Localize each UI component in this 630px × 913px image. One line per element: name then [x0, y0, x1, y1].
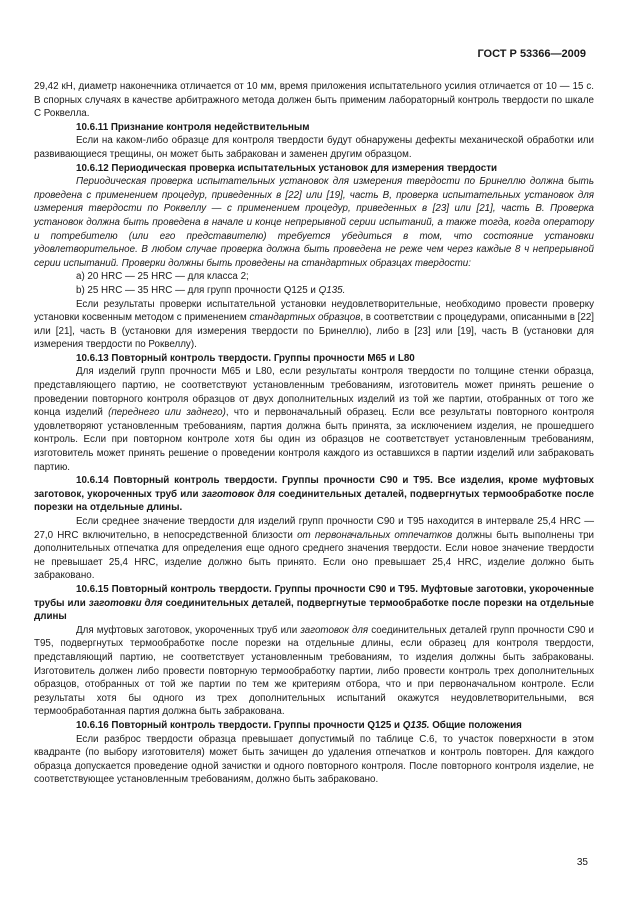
paragraph: Если на каком-либо образце для контроля твердости будут обнаружены дефекты механической обработки или развивающиеся трещины, он может быть забракован и заменен другим образцом.: [34, 135, 594, 160]
section-heading: 10.6.16 Повторный контроль твердости. Группы прочности Q125 и Q135. Общие положения: [76, 719, 522, 731]
section-heading: 10.6.14 Повторный контроль твердости. Группы прочности С90 и Т95. Все изделия, кроме муфтовых заготовок, укороченных труб или заготовок для соединительных деталей, подвергнутых термообработке после порезки на отдельные длины.: [34, 475, 594, 514]
section-heading: 10.6.15 Повторный контроль твердости. Группы прочности С90 и Т95. Муфтовые заготовки, укороченные трубы или заготовки для соединительных деталей, подвергнутые термообработке после порезки на отдельные длины: [34, 583, 595, 623]
document-body: [34, 80, 594, 787]
paragraph: Для муфтовых заготовок, укороченных труб или заготовок для соединительных деталей групп прочности С90 и Т95, подвергнутых термообработке после порезки на отдельные длины, если образец для контроля твердости, представляющий партию, не соответствует установленным требованиям, то изделия должны быть забракованы. Изготовитель должен либо провести повторную термообработку партии, либо провести контроль трех дополнительных образцов, отобранных от той же партии по тем же критериям отбора, что и при первоначальном контроле. Если результаты хотя бы одного из трех дополнительных испытаний окажутся неудовлетворительными, вся термообработанная партия должна быть забракована.: [34, 624, 594, 718]
section-heading: 10.6.13 Повторный контроль твердости. Группы прочности М65 и L80: [76, 352, 415, 364]
document-id: ГОСТ Р 53366—2009: [477, 48, 586, 60]
page-number: 35: [576, 857, 588, 868]
paragraph: Если результаты проверки испытательной установки неудовлетворительные, необходимо провести проверку установки косвенным методом с применением стандартных образцов, в соответствии с процедурами, описанными в [22] или [21], часть В (установки для измерения твердости по Бринеллю), либо в [23] или [19], часть В (установки для измерения твердости по Роквеллу).: [34, 298, 595, 351]
paragraph: Периодическая проверка испытательных установок для измерения твердости по Бринеллю должна быть проведена с применением процедур, приведенных в [22] или [19], часть В, проверка испытательных установок для измерения твердости по Роквеллу — с применением процедур, приведенных в [23] или [21], часть В. Проверка установок должна быть проведена в начале и конце непрерывной серии испытаний, а также тогда, когда оператору и потребителю (или его представителю) требуется убедиться в том, что состояние установки удовлетворительное. В любом случае проверка должна быть проведена не реже чем через каждые 8 ч непрерывной серии испытаний. Проверки должны быть проведены на стандартных образцах твердости:: [34, 176, 594, 269]
paragraph: 29,42 кН, диаметр наконечника отличается от 10 мм, время приложения испытательного усилия отличается от 10 — 15 с. В спорных случаях в качестве арбитражного метода должен быть применим лабораторный контроль твердости по шкале С Роквелла.: [34, 81, 594, 120]
section-heading: 10.6.12 Периодическая проверка испытательных установок для измерения твердости: [76, 162, 498, 174]
paragraph: Если среднее значение твердости для изделий групп прочности С90 и Т95 находится в интервале 25,4 HRC — 27,0 HRC включительно, в непосредственной близости от первоначальных отпечатков должны быть выполнены три дополнительных отпечатка для определения еще одного среднего значения твердости. Если новое значение твердости не превышает 25,4 HRC, изделие должно быть принято. Если оно превышает 25,4 HRC, изделие должно быть забраковано.: [34, 516, 594, 582]
paragraph: Для изделий групп прочности М65 и L80, если результаты контроля твердости по толщине стенки образца, представляющего партию, не соответствуют установленным требованиям, изготовитель может принять решение о проведении повторного контроля образцов от двух дополнительных изделий из той же партии, отобранных от того же конца изделий (переднего или заднего), что и первоначальный образец. Если все результаты повторного контроля удовлетворяют установленным требованиям, партия должна быть принята, за исключением изделия, не прошедшего контроль. Если при повторном контроле хотя бы один из образцов не соответствует установленным требованиям, изготовитель может принять решение о проведении контроля каждого из оставшихся в партии изделий или забраковать партию.: [34, 366, 595, 473]
list-item: а) 20 HRC — 25 HRC — для класса 2;: [76, 271, 249, 283]
list-item: b) 25 HRC — 35 HRC — для групп прочности Q125 и Q135.: [76, 284, 346, 296]
section-heading: 10.6.11 Признание контроля недействительным: [76, 121, 310, 133]
paragraph: Если разброс твердости образца превышает допустимый по таблице С.6, то участок поверхности в этом квадранте (по выбору изготовителя) может быть зачищен до удаления отпечатков и контроль повторен. Для каждого образца допускается проведение одной зачистки и одного повторного контроля. После повторного контроля изделие, не соответствующее установленным требованиям, должно быть забраковано.: [34, 733, 594, 786]
